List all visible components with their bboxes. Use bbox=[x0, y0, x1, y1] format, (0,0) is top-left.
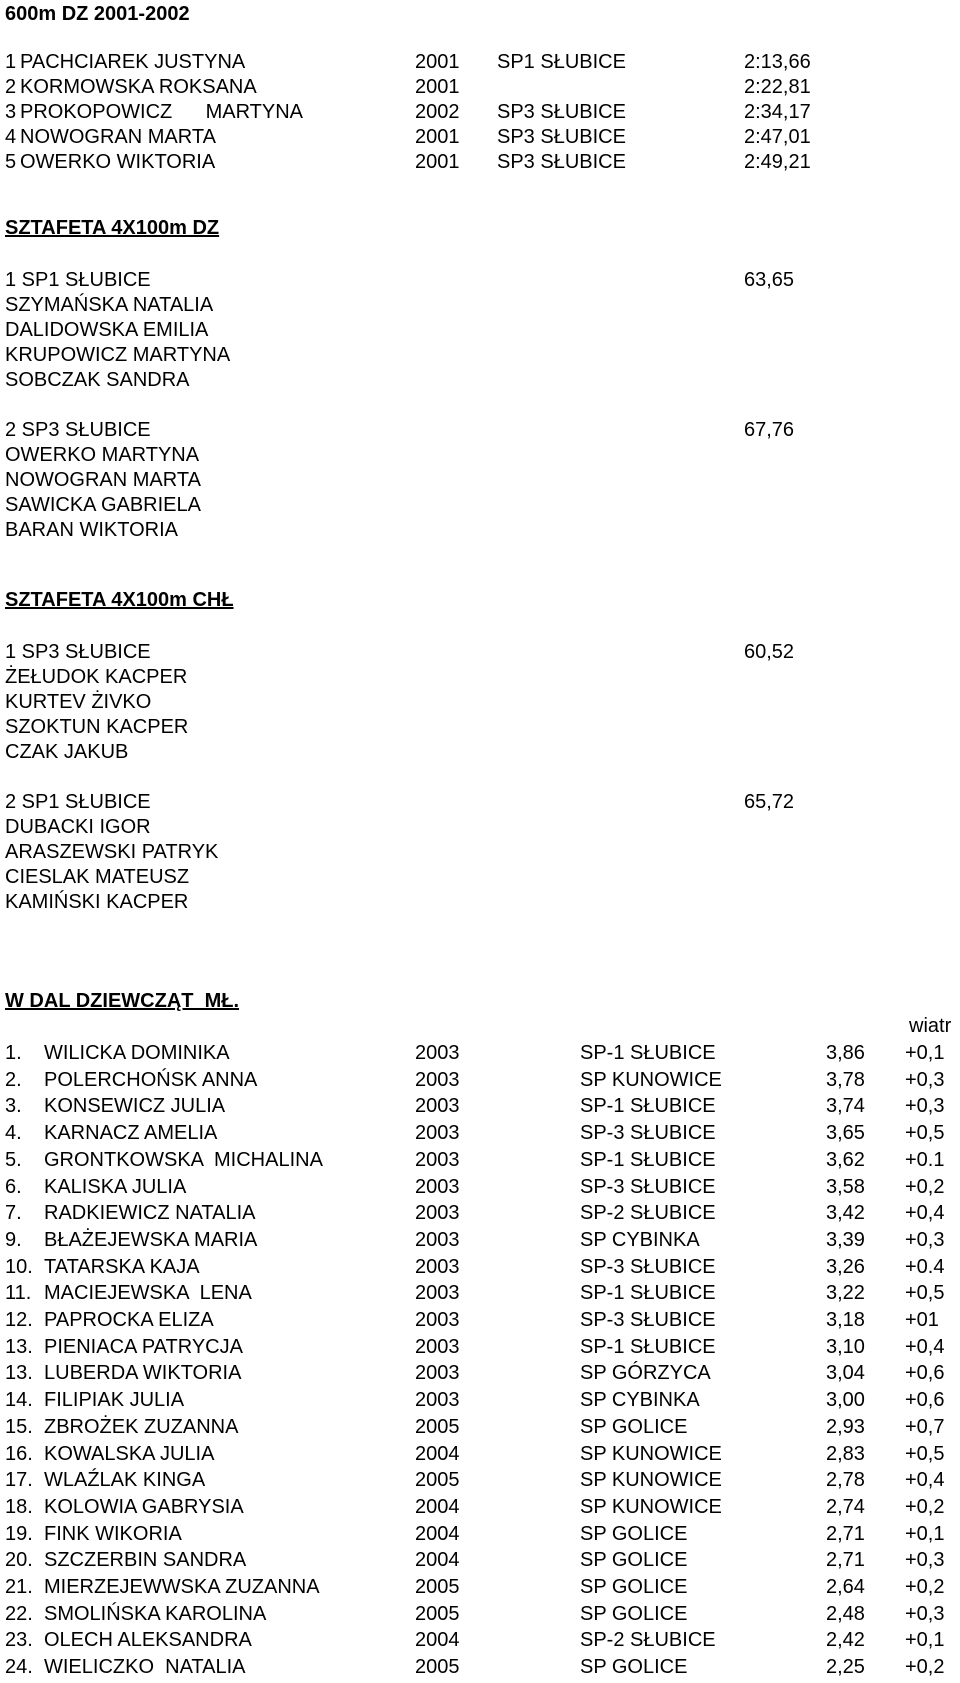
long-jump-year: 2004 bbox=[415, 1629, 460, 1652]
long-jump-year: 2003 bbox=[415, 1148, 460, 1171]
long-jump-name: KOLOWIA GABRYSIA bbox=[44, 1495, 244, 1518]
long-jump-year: 2003 bbox=[415, 1068, 460, 1091]
relay_girls-member: OWERKO MARTYNA bbox=[5, 444, 200, 466]
long-jump-result: 3,78 bbox=[826, 1068, 865, 1091]
long-jump-name: PIENIACA PATRYCJA bbox=[44, 1335, 243, 1358]
long-jump-year: 2003 bbox=[415, 1389, 460, 1412]
relay_girls-member: DALIDOWSKA EMILIA bbox=[5, 319, 209, 341]
long-jump-place: 20. bbox=[5, 1549, 33, 1572]
long-jump-place: 24. bbox=[5, 1656, 33, 1679]
relay_girls-member: NOWOGRAN MARTA bbox=[5, 469, 201, 491]
run600-school: SP3 SŁUBICE bbox=[497, 126, 626, 148]
long-jump-place: 19. bbox=[5, 1522, 33, 1545]
long-jump-school: SP KUNOWICE bbox=[580, 1495, 722, 1518]
long-jump-wind: +0,1 bbox=[905, 1042, 945, 1064]
long-jump-wind: +0,5 bbox=[905, 1442, 945, 1465]
long-jump-wind: +0,3 bbox=[905, 1228, 945, 1251]
long-jump-name: WIELICZKO NATALIA bbox=[44, 1656, 246, 1679]
long-jump-result: 3,22 bbox=[826, 1282, 865, 1305]
long-jump-place: 13. bbox=[5, 1362, 33, 1385]
long-jump-wind: +0,4 bbox=[905, 1335, 945, 1358]
long-jump-year: 2005 bbox=[415, 1469, 460, 1492]
long-jump-school: SP GOLICE bbox=[580, 1576, 688, 1598]
relay_boys-team-name: 2 SP1 SŁUBICE bbox=[5, 791, 151, 813]
long-jump-name: RADKIEWICZ NATALIA bbox=[44, 1202, 256, 1225]
long-jump-result: 2,74 bbox=[826, 1495, 865, 1518]
long-jump-name: SMOLIŃSKA KAROLINA bbox=[44, 1602, 267, 1625]
relay_girls-team-name: 2 SP3 SŁUBICE bbox=[5, 419, 151, 441]
long-jump-heading: W DAL DZIEWCZĄT MŁ. bbox=[5, 990, 240, 1012]
long-jump-result: 2,48 bbox=[826, 1602, 865, 1625]
long-jump-name: SZCZERBIN SANDRA bbox=[44, 1549, 247, 1572]
relay_boys-member: KAMIŃSKI KACPER bbox=[5, 891, 189, 913]
long-jump-result: 3,62 bbox=[826, 1148, 865, 1171]
long-jump-name: LUBERDA WIKTORIA bbox=[44, 1362, 242, 1385]
long-jump-result: 2,25 bbox=[826, 1656, 865, 1679]
long-jump-school: SP KUNOWICE bbox=[580, 1068, 722, 1091]
long-jump-wind: +0,1 bbox=[905, 1629, 945, 1652]
page-title: 600m DZ 2001-2002 bbox=[5, 3, 190, 25]
long-jump-place: 17. bbox=[5, 1469, 33, 1492]
long-jump-result: 2,78 bbox=[826, 1469, 865, 1492]
relay_boys-member: DUBACKI IGOR bbox=[5, 816, 151, 838]
run600-name: PACHCIAREK JUSTYNA bbox=[20, 51, 246, 73]
long-jump-wind: +0,3 bbox=[905, 1549, 945, 1572]
long-jump-school: SP-3 SŁUBICE bbox=[580, 1255, 716, 1278]
long-jump-school: SP-1 SŁUBICE bbox=[580, 1282, 716, 1305]
long-jump-result: 3,10 bbox=[826, 1335, 865, 1358]
relay_girls-heading: SZTAFETA 4X100m DZ bbox=[5, 217, 220, 239]
long-jump-school: SP GOLICE bbox=[580, 1415, 688, 1438]
run600-year: 2002 bbox=[415, 101, 460, 123]
long-jump-year: 2003 bbox=[415, 1095, 460, 1118]
relay_girls-member: SZYMAŃSKA NATALIA bbox=[5, 294, 214, 316]
run600-school: SP1 SŁUBICE bbox=[497, 51, 626, 73]
long-jump-year: 2003 bbox=[415, 1228, 460, 1251]
run600-year: 2001 bbox=[415, 76, 460, 98]
long-jump-name: KARNACZ AMELIA bbox=[44, 1122, 218, 1145]
long-jump-school: SP-1 SŁUBICE bbox=[580, 1148, 716, 1171]
long-jump-place: 9. bbox=[5, 1228, 22, 1251]
long-jump-place: 16. bbox=[5, 1442, 33, 1465]
long-jump-name: TATARSKA KAJA bbox=[44, 1255, 200, 1278]
long-jump-year: 2003 bbox=[415, 1282, 460, 1305]
long-jump-place: 22. bbox=[5, 1602, 33, 1625]
long-jump-year: 2005 bbox=[415, 1602, 460, 1625]
long-jump-wind: +0,4 bbox=[905, 1202, 945, 1225]
long-jump-name: BŁAŻEJEWSKA MARIA bbox=[44, 1228, 258, 1251]
relay_boys-team-time: 65,72 bbox=[744, 791, 795, 813]
long-jump-name: FILIPIAK JULIA bbox=[44, 1389, 185, 1412]
long-jump-place: 2. bbox=[5, 1068, 22, 1091]
long-jump-year: 2005 bbox=[415, 1656, 460, 1679]
relay_boys-team-name: 1 SP3 SŁUBICE bbox=[5, 641, 151, 663]
long-jump-school: SP CYBINKA bbox=[580, 1389, 700, 1412]
long-jump-school: SP CYBINKA bbox=[580, 1228, 700, 1251]
long-jump-year: 2003 bbox=[415, 1309, 460, 1331]
long-jump-school: SP KUNOWICE bbox=[580, 1442, 722, 1465]
run600-place: 1 bbox=[5, 51, 17, 73]
long-jump-school: SP GOLICE bbox=[580, 1522, 688, 1545]
long-jump-result: 3,42 bbox=[826, 1202, 865, 1225]
long-jump-result: 3,65 bbox=[826, 1122, 865, 1145]
long-jump-place: 13. bbox=[5, 1335, 33, 1358]
long-jump-place: 14. bbox=[5, 1389, 33, 1412]
long-jump-result: 2,83 bbox=[826, 1442, 865, 1465]
long-jump-name: POLERCHOŃSK ANNA bbox=[44, 1068, 258, 1091]
run600-place: 2 bbox=[5, 76, 17, 98]
long-jump-name: OLECH ALEKSANDRA bbox=[44, 1629, 252, 1652]
long-jump-year: 2003 bbox=[415, 1042, 460, 1064]
run600-school: SP3 SŁUBICE bbox=[497, 151, 626, 173]
long-jump-year: 2004 bbox=[415, 1442, 460, 1465]
run600-time: 2:47,01 bbox=[744, 126, 811, 148]
relay_girls-member: SOBCZAK SANDRA bbox=[5, 369, 190, 391]
long-jump-name: MACIEJEWSKA LENA bbox=[44, 1282, 252, 1305]
long-jump-school: SP KUNOWICE bbox=[580, 1469, 722, 1492]
long-jump-name: FINK WIKORIA bbox=[44, 1522, 182, 1545]
long-jump-year: 2005 bbox=[415, 1576, 460, 1598]
relay_boys-member: ARASZEWSKI PATRYK bbox=[5, 841, 219, 863]
long-jump-result: 3,74 bbox=[826, 1095, 865, 1118]
long-jump-result: 3,58 bbox=[826, 1175, 865, 1198]
run600-year: 2001 bbox=[415, 51, 460, 73]
run600-year: 2001 bbox=[415, 151, 460, 173]
run600-place: 3 bbox=[5, 101, 17, 123]
long-jump-name: WILICKA DOMINIKA bbox=[44, 1042, 230, 1064]
long-jump-place: 7. bbox=[5, 1202, 22, 1225]
long-jump-result: 3,39 bbox=[826, 1228, 865, 1251]
long-jump-school: SP-3 SŁUBICE bbox=[580, 1122, 716, 1145]
long-jump-school: SP-3 SŁUBICE bbox=[580, 1175, 716, 1198]
relay_girls-team-time: 63,65 bbox=[744, 269, 795, 291]
long-jump-school: SP GÓRZYCA bbox=[580, 1362, 711, 1385]
long-jump-name: MIERZEJEWWSKA ZUZANNA bbox=[44, 1576, 320, 1598]
relay_girls-member: KRUPOWICZ MARTYNA bbox=[5, 344, 231, 366]
long-jump-year: 2004 bbox=[415, 1549, 460, 1572]
long-jump-wind: +0,2 bbox=[905, 1175, 945, 1198]
long-jump-name: GRONTKOWSKA MICHALINA bbox=[44, 1148, 323, 1171]
long-jump-wind: +0,7 bbox=[905, 1415, 945, 1438]
long-jump-wind: +0,1 bbox=[905, 1522, 945, 1545]
long-jump-result: 2,93 bbox=[826, 1415, 865, 1438]
wind-column-header: wiatr bbox=[909, 1015, 952, 1037]
long-jump-place: 15. bbox=[5, 1415, 33, 1438]
long-jump-result: 3,26 bbox=[826, 1255, 865, 1278]
relay_girls-team-time: 67,76 bbox=[744, 419, 795, 441]
relay_girls-member: SAWICKA GABRIELA bbox=[5, 494, 201, 516]
long-jump-result: 2,71 bbox=[826, 1522, 865, 1545]
run600-name: OWERKO WIKTORIA bbox=[20, 151, 216, 173]
long-jump-result: 2,71 bbox=[826, 1549, 865, 1572]
long-jump-year: 2004 bbox=[415, 1495, 460, 1518]
long-jump-place: 21. bbox=[5, 1576, 33, 1598]
long-jump-result: 3,18 bbox=[826, 1309, 865, 1331]
long-jump-school: SP-1 SŁUBICE bbox=[580, 1335, 716, 1358]
long-jump-place: 18. bbox=[5, 1495, 33, 1518]
long-jump-place: 5. bbox=[5, 1148, 22, 1171]
long-jump-place: 3. bbox=[5, 1095, 22, 1118]
run600-name: NOWOGRAN MARTA bbox=[20, 126, 216, 148]
long-jump-school: SP-1 SŁUBICE bbox=[580, 1095, 716, 1118]
long-jump-place: 6. bbox=[5, 1175, 22, 1198]
long-jump-wind: +0,3 bbox=[905, 1095, 945, 1118]
long-jump-name: KOWALSKA JULIA bbox=[44, 1442, 215, 1465]
long-jump-name: KONSEWICZ JULIA bbox=[44, 1095, 226, 1118]
long-jump-school: SP GOLICE bbox=[580, 1602, 688, 1625]
long-jump-wind: +0.4 bbox=[905, 1255, 945, 1278]
long-jump-school: SP-3 SŁUBICE bbox=[580, 1309, 716, 1331]
long-jump-year: 2003 bbox=[415, 1202, 460, 1225]
long-jump-wind: +0,5 bbox=[905, 1122, 945, 1145]
relay_girls-member: BARAN WIKTORIA bbox=[5, 519, 178, 541]
relay_girls-team-name: 1 SP1 SŁUBICE bbox=[5, 269, 151, 291]
long-jump-wind: +0.1 bbox=[905, 1148, 945, 1171]
long-jump-wind: +01 bbox=[905, 1309, 939, 1331]
relay_boys-member: SZOKTUN KACPER bbox=[5, 716, 189, 738]
long-jump-place: 4. bbox=[5, 1122, 22, 1145]
run600-time: 2:49,21 bbox=[744, 151, 811, 173]
long-jump-name: WLAŹLAK KINGA bbox=[44, 1469, 206, 1492]
long-jump-wind: +0,2 bbox=[905, 1656, 945, 1679]
relay_boys-team-time: 60,52 bbox=[744, 641, 795, 663]
long-jump-year: 2004 bbox=[415, 1522, 460, 1545]
long-jump-place: 23. bbox=[5, 1629, 33, 1652]
long-jump-wind: +0,6 bbox=[905, 1362, 945, 1385]
run600-place: 5 bbox=[5, 151, 17, 173]
long-jump-school: SP GOLICE bbox=[580, 1656, 688, 1679]
relay_boys-member: CIESLAK MATEUSZ bbox=[5, 866, 190, 888]
relay_boys-member: CZAK JAKUB bbox=[5, 741, 129, 763]
long-jump-year: 2003 bbox=[415, 1255, 460, 1278]
long-jump-school: SP-2 SŁUBICE bbox=[580, 1629, 716, 1652]
long-jump-year: 2003 bbox=[415, 1122, 460, 1145]
run600-place: 4 bbox=[5, 126, 17, 148]
relay_boys-member: ŻEŁUDOK KACPER bbox=[5, 666, 188, 688]
long-jump-year: 2003 bbox=[415, 1335, 460, 1358]
long-jump-year: 2003 bbox=[415, 1362, 460, 1385]
long-jump-result: 3,04 bbox=[826, 1362, 865, 1385]
long-jump-school: SP-2 SŁUBICE bbox=[580, 1202, 716, 1225]
run600-year: 2001 bbox=[415, 126, 460, 148]
long-jump-place: 10. bbox=[5, 1255, 33, 1278]
run600-name: KORMOWSKA ROKSANA bbox=[20, 76, 257, 98]
long-jump-result: 2,42 bbox=[826, 1629, 865, 1652]
relay_boys-heading: SZTAFETA 4X100m CHŁ bbox=[5, 589, 234, 611]
long-jump-wind: +0,2 bbox=[905, 1495, 945, 1518]
long-jump-school: SP GOLICE bbox=[580, 1549, 688, 1572]
run600-time: 2:22,81 bbox=[744, 76, 811, 98]
long-jump-school: SP-1 SŁUBICE bbox=[580, 1042, 716, 1064]
long-jump-name: KALISKA JULIA bbox=[44, 1175, 187, 1198]
long-jump-wind: +0,5 bbox=[905, 1282, 945, 1305]
long-jump-year: 2003 bbox=[415, 1175, 460, 1198]
run600-time: 2:34,17 bbox=[744, 101, 811, 123]
long-jump-wind: +0,3 bbox=[905, 1068, 945, 1091]
long-jump-result: 3,00 bbox=[826, 1389, 865, 1412]
long-jump-wind: +0,2 bbox=[905, 1576, 945, 1598]
long-jump-name: PAPROCKA ELIZA bbox=[44, 1309, 214, 1331]
run600-time: 2:13,66 bbox=[744, 51, 811, 73]
relay_boys-member: KURTEV ŻIVKO bbox=[5, 691, 152, 713]
long-jump-place: 11. bbox=[5, 1282, 32, 1305]
long-jump-result: 2,64 bbox=[826, 1576, 865, 1598]
long-jump-wind: +0,6 bbox=[905, 1389, 945, 1412]
long-jump-result: 3,86 bbox=[826, 1042, 865, 1064]
long-jump-name: ZBROŻEK ZUZANNA bbox=[44, 1415, 239, 1438]
long-jump-place: 1. bbox=[5, 1042, 22, 1064]
long-jump-wind: +0,4 bbox=[905, 1469, 945, 1492]
run600-name: PROKOPOWICZ MARTYNA bbox=[20, 101, 303, 123]
long-jump-place: 12. bbox=[5, 1309, 33, 1331]
run600-school: SP3 SŁUBICE bbox=[497, 101, 626, 123]
long-jump-wind: +0,3 bbox=[905, 1602, 945, 1625]
long-jump-year: 2005 bbox=[415, 1415, 460, 1438]
